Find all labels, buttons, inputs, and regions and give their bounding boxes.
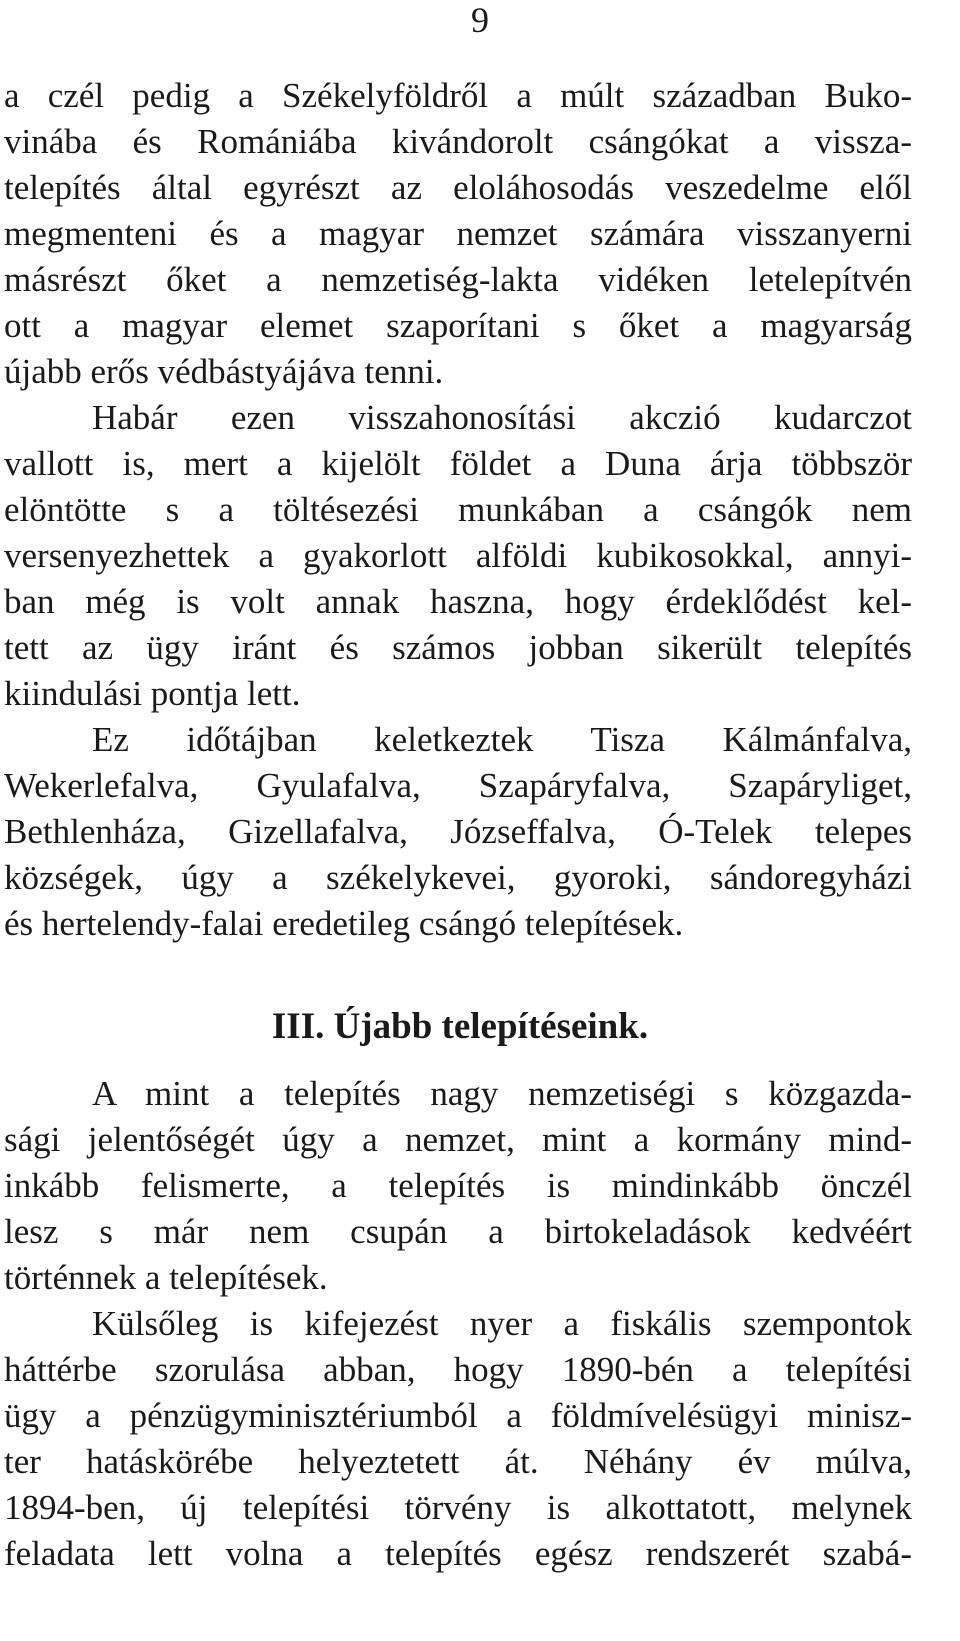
text-line: versenyezhettek a gyakorlott alföldi kubikosokkal, annyi- <box>4 536 912 575</box>
text-line: vallott is, mert a kijelölt földet a Duna árja többször <box>4 444 912 483</box>
text-line: a czél pedig a Székelyföldről a múlt században Buko- <box>4 76 912 115</box>
text-line: másrészt őket a nemzetiség-lakta vidéken letelepítvén <box>4 260 912 299</box>
text-line: A mint a telepítés nagy nemzetiségi s közgazda- <box>92 1074 912 1113</box>
text-line: inkább felismerte, a telepítés is mindinkább önczél <box>4 1166 912 1205</box>
text-line: ter hatáskörébe helyeztetett át. Néhány év múlva, <box>4 1442 912 1481</box>
text-line: Wekerlefalva, Gyulafalva, Szapáryfalva, Szapáryliget, <box>4 766 912 805</box>
text-line: Külsőleg is kifejezést nyer a fiskális szempontok <box>92 1304 912 1343</box>
text-line: elöntötte s a töltésezési munkában a csángók nem <box>4 490 912 529</box>
text-line: kiindulási pontja lett. <box>4 674 301 713</box>
page-number: 9 <box>471 0 489 40</box>
text-line: újabb erős védbástyájáva tenni. <box>4 352 444 391</box>
text-line: Ez időtájban keletkeztek Tisza Kálmánfalva, <box>92 720 912 759</box>
text-line: ott a magyar elemet szaporítani s őket a magyarság <box>4 306 912 345</box>
text-line: ügy a pénzügyminisztériumból a földmívelésügyi minisz- <box>4 1396 912 1435</box>
text-line: vinába és Romániába kivándorolt csángókat a vissza- <box>4 122 912 161</box>
text-line: és hertelendy-falai eredetileg csángó telepítések. <box>4 904 684 943</box>
text-line: Bethlenháza, Gizellafalva, Józseffalva, Ó-Telek telepes <box>4 812 912 851</box>
text-line: háttérbe szorulása abban, hogy 1890-bén a telepítési <box>4 1350 912 1389</box>
text-line: sági jelentőségét úgy a nemzet, mint a kormány mind- <box>4 1120 912 1159</box>
text-line: megmenteni és a magyar nemzet számára visszanyerni <box>4 214 912 253</box>
text-block-2 <box>4 1071 912 1577</box>
text-line: lesz s már nem csupán a birtokeladások kedvéért <box>4 1212 912 1251</box>
section-heading: III. Újabb telepítéseink. <box>271 1006 649 1047</box>
text-line: történnek a telepítések. <box>4 1258 328 1297</box>
text-line: tett az ügy iránt és számos jobban sikerült telepítés <box>4 628 912 667</box>
text-line: 1894-ben, új telepítési törvény is alkottatott, melynek <box>4 1488 912 1527</box>
text-line: feladata lett volna a telepítés egész rendszerét szabá- <box>4 1534 912 1573</box>
text-block-1 <box>4 73 912 947</box>
text-line: Habár ezen visszahonosítási akczió kudarczot <box>92 398 912 437</box>
text-line: telepítés által egyrészt az eloláhosodás veszedelme elől <box>4 168 912 207</box>
text-line: ban még is volt annak haszna, hogy érdeklődést kel- <box>4 582 912 621</box>
text-line: községek, úgy a székelykevei, gyoroki, sándoregyházi <box>4 858 912 897</box>
